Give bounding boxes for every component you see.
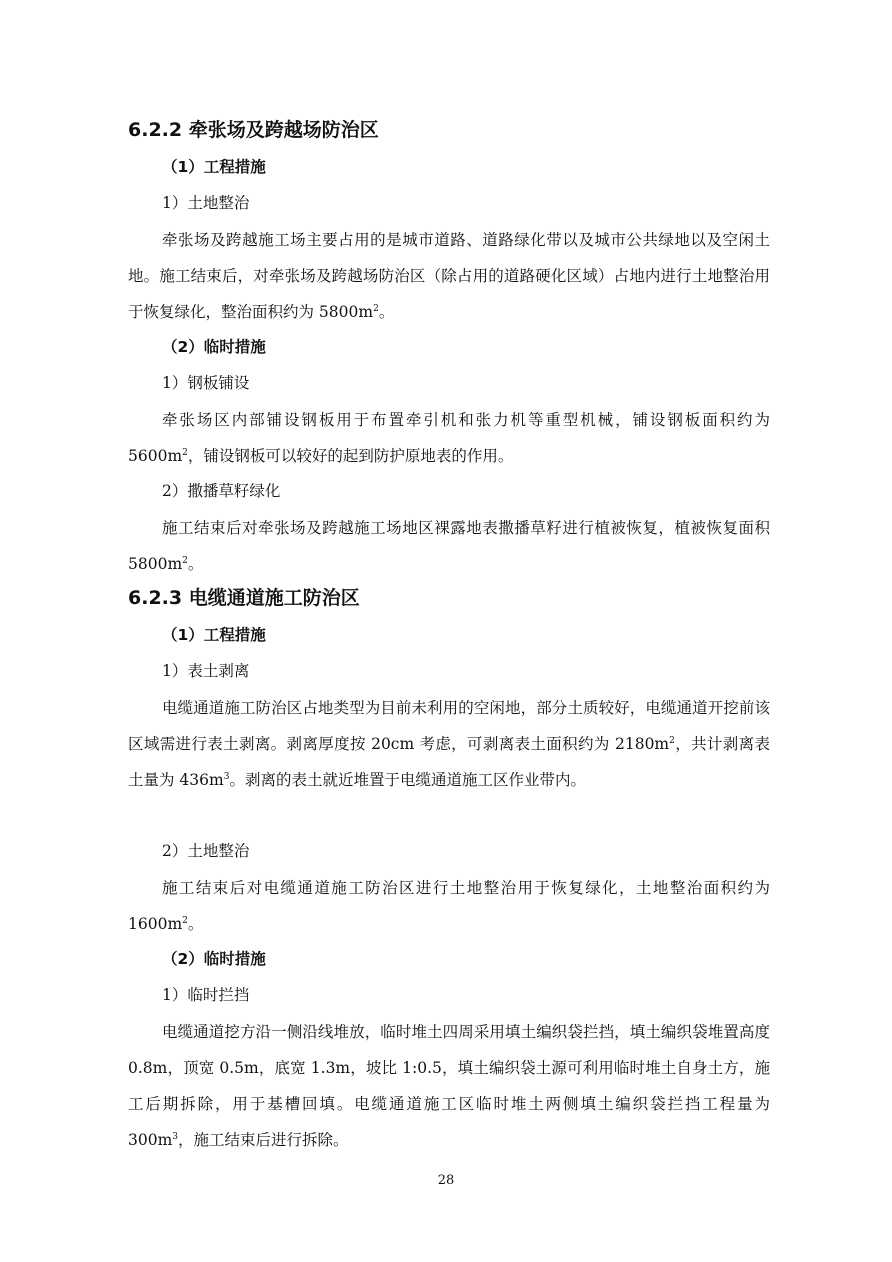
item-heading-steel-plate: 1）钢板铺设 <box>162 374 250 392</box>
subheading-temporary-measures-2: （2）临时措施 <box>162 950 266 968</box>
item-heading-land-rehabilitation: 1）土地整治 <box>162 194 250 212</box>
item-heading-temporary-barrier: 1）临时拦挡 <box>162 986 250 1004</box>
item-heading-topsoil-stripping: 1）表土剥离 <box>162 662 250 680</box>
paragraph-land-rehabilitation: 牵张场及跨越施工场主要占用的是城市道路、道路绿化带以及城市公共绿地以及空闲土地。施工结束后，对牵张场及跨越场防治区（除占用的道路硬化区域）占地内进行土地整治用于恢复绿化，整治面积约为 $5800m^2$。 <box>128 231 770 321</box>
paragraph-steel-plate: 牵张场区内部铺设钢板用于布置牵引机和张力机等重型机械，铺设钢板面积约为 $5600m^2$，铺设钢板可以较好的起到防护原地表的作用。 <box>128 411 770 465</box>
paragraph-topsoil-stripping: 电缆通道施工防治区占地类型为目前未利用的空闲地，部分土质较好，电缆通道开挖前该区域需进行表土剥离。剥离厚度按 20cm 考虑，可剥离表土面积约为 $2180m^2$，共计剥离表土量为 $436m^3$。剥离的表土就近堆置于电缆通道施工区作业带内。 <box>128 699 770 789</box>
section-heading-6-2-2: 6.2.2 牵张场及跨越场防治区 <box>128 119 379 141</box>
subheading-temporary-measures: （2）临时措施 <box>162 338 266 356</box>
subheading-engineering-measures: （1）工程措施 <box>162 158 266 176</box>
item-heading-grass-seeding: 2）撒播草籽绿化 <box>162 482 281 500</box>
paragraph-grass-seeding: 施工结束后对牵张场及跨越施工场地区裸露地表撒播草籽进行植被恢复，植被恢复面积 $5800m^2$。 <box>128 519 770 573</box>
item-heading-land-rehabilitation-2: 2）土地整治 <box>162 842 250 860</box>
page-number: 28 <box>437 1173 455 1188</box>
paragraph-temporary-barrier: 电缆通道挖方沿一侧沿线堆放，临时堆土四周采用填土编织袋拦挡，填土编织袋堆置高度 0.8m，顶宽 0.5m，底宽 1.3m，坡比 1:0.5，填土编织袋土源可利用临时堆土自身土方，施工后期拆除，用于基槽回填。电缆通道施工区临时堆土两侧填土编织袋拦挡工程量为 $300m^3$，施工结束后进行拆除。 <box>128 1023 770 1149</box>
paragraph-land-rehabilitation-2: 施工结束后对电缆通道施工防治区进行土地整治用于恢复绿化，土地整治面积约为 $1600m^2$。 <box>128 879 770 933</box>
subheading-engineering-measures-2: （1）工程措施 <box>162 626 266 644</box>
section-heading-6-2-3: 6.2.3 电缆通道施工防治区 <box>128 587 360 609</box>
